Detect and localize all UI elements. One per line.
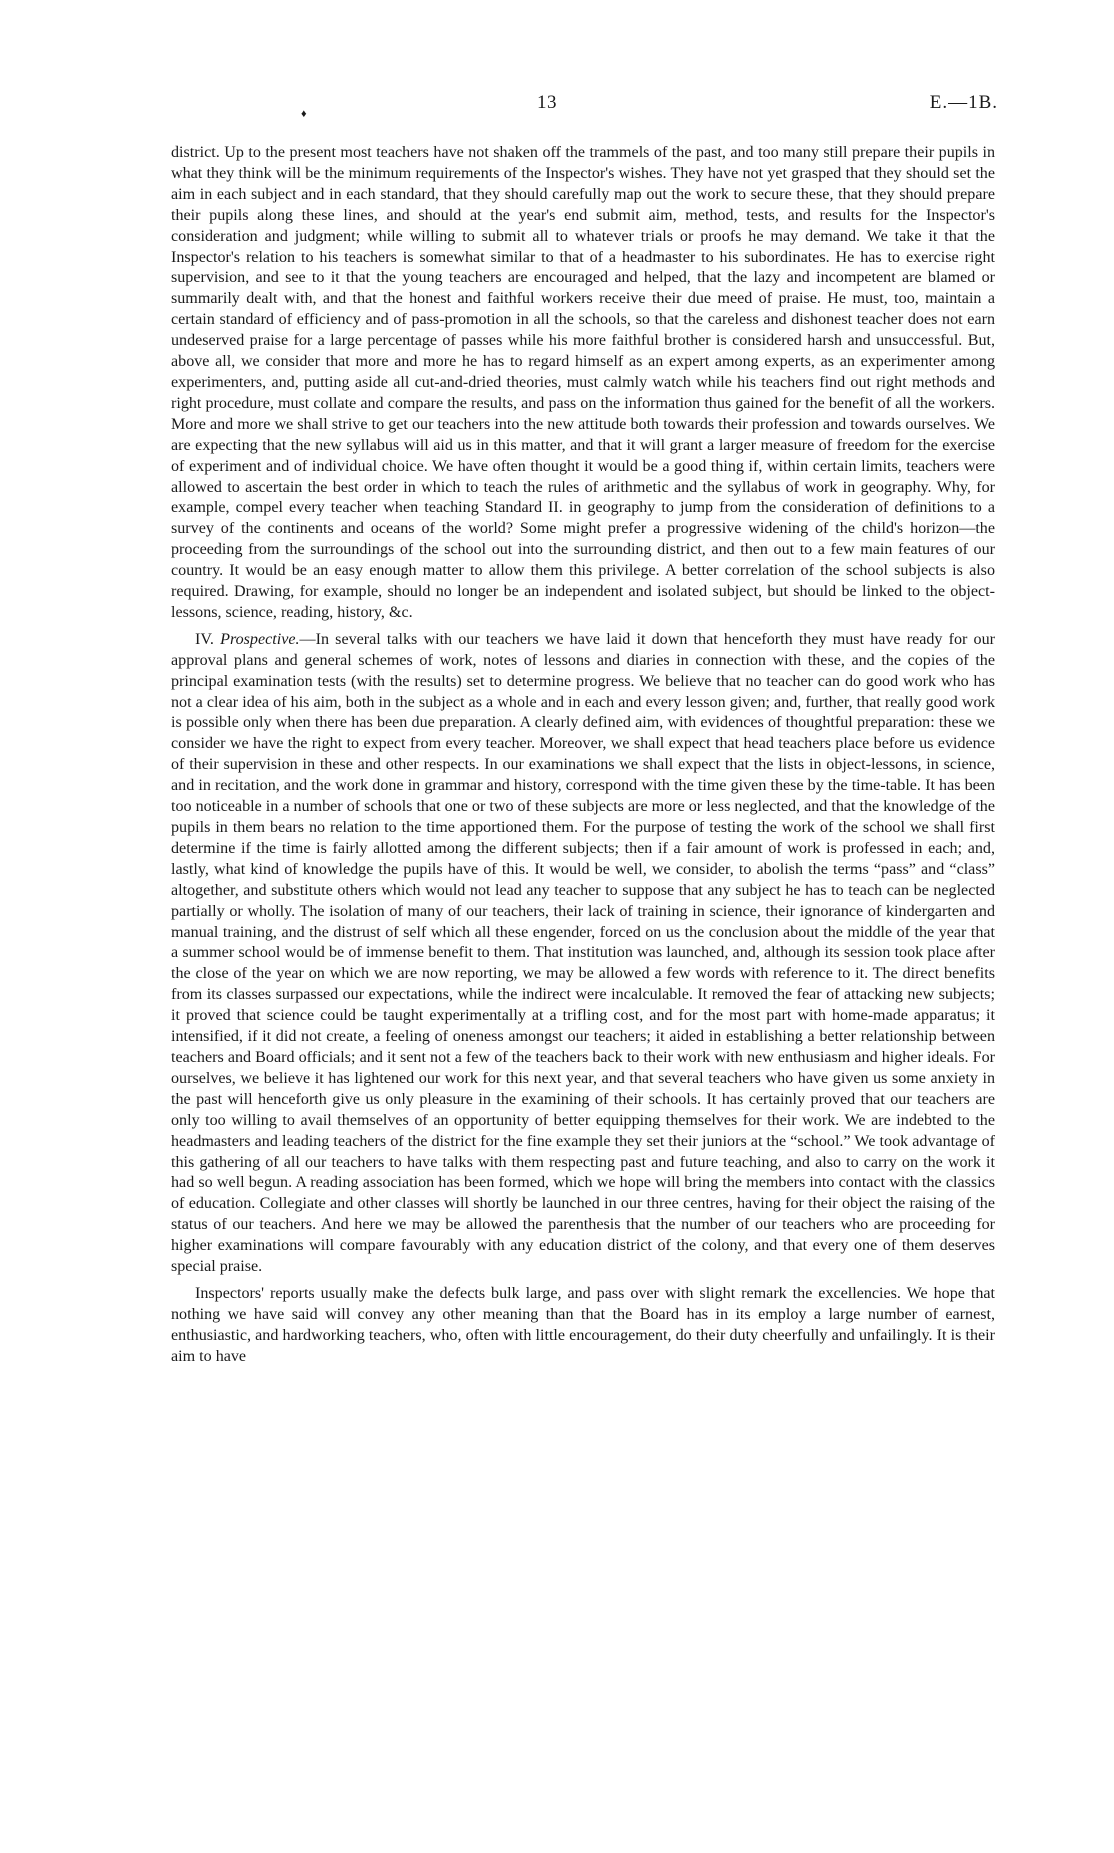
paragraph-text: district. Up to the present most teachers have not shaken off the trammels of the past, and too many still prepare their pupils in what they think will be the minimum requirements of the Inspector's wishes. They have not yet grasped that they should set the aim in each subject and in each standard, that they should carefully map out the work to secure these, that they should prepare their pupils along these lines, and should at the year's end submit aim, method, tests, and results for the Inspector's consideration and judgment; while willing to submit all to whatever trials or proofs he may demand. We take it that the Inspector's relation to his teachers is somewhat similar to that of a headmaster to his subordinates. He has to exercise right supervision, and see to it that the young teachers are encouraged and helped, that the lazy and incompetent are blamed or summarily dealt with, and that the honest and faithful workers receive their due meed of praise. He must, too, maintain a certain standard of efficiency and of pass-promotion in all the schools, so that the careless and dishonest teacher does not earn undeserved praise for a large percentage of passes while his more faithful brother is considered harsh and unsuccessful. But, above all, we consider that more and more he has to regard himself as an expert among experts, as an experimenter among experimenters, and, putting aside all cut-and-dried theories, must calmly watch while his teachers find out right methods and right procedure, must collate and compare the results, and pass on the information thus gained for the benefit of all the workers. More and more we shall strive to get our teachers into the new attitude both towards their profession and towards ourselves. We are expecting that the new syllabus will aid us in this matter, and that it will grant a larger measure of freedom for the exercise of experiment and of individual choice. We have often thought it would be a good thing if, within certain limits, teachers were allowed to ascertain the best order in which to teach the rules of arithmetic and the syllabus of work in geography. Why, for example, compel every teacher when teaching Standard II. in geography to jump from the consideration of definitions to a survey of the continents and oceans of the world? Some might prefer a progressive widening of the child's horizon—the proceeding from the surroundings of the school out into the surrounding district, and then out to a few main features of our country. It would be an easy enough matter to allow them this privilege. A better correlation of the school subjects is also required. Drawing, for example, should no longer be an independent and isolated subject, but should be linked to the object-lessons, science, reading, history, &c. — [171, 144, 995, 621]
section-title: Prospective. — [220, 630, 300, 648]
document-reference: E.—1B. — [929, 92, 998, 113]
paragraph-district — [171, 143, 995, 624]
page-header — [0, 92, 1114, 122]
paragraph-text: —In several talks with our teachers we have laid it down that henceforth they must have ready for our approval plans and general schemes of work, notes of lessons and diaries in connection with these, and the copies of the principal examination tests (with the results) set to determine progress. We believe that no teacher can do good work who has not a clear idea of his aim, both in the subject as a whole and in each and every lesson given; and, further, that really good work is possible only when there has been due preparation. A clearly defined aim, with evidences of thoughtful preparation: these we consider we have the right to expect from every teacher. Moreover, we shall expect that head teachers place before us evidence of their supervision in these and other respects. In our examinations we shall expect that the lists in object-lessons, in science, and in recitation, and the work done in grammar and history, correspond with the time given these by the time-table. It has been too noticeable in a number of schools that one or two of these subjects are more or less neglected, and that the knowledge of the pupils in them bears no relation to the time apportioned them. For the purpose of testing the work of the school we shall first determine if the time is fairly allotted among the different subjects; then if a fair amount of work is professed in each; and, lastly, what kind of knowledge the pupils have of this. It would be well, we consider, to abolish the terms “pass” and “class” altogether, and substitute others which would not lead any teacher to suppose that any subject he has to teach can be neglected partially or wholly. The isolation of many of our teachers, their lack of training in science, their ignorance of kindergarten and manual training, and the distrust of self which all these engender, forced on us the conclusion about the middle of the year that a summer school would be of immense benefit to them. That institution was launched, and, although its session took place after the close of the year on which we are now reporting, we may be allowed a few words with reference to it. The direct benefits from its classes surpassed our expectations, while the indirect were incalculable. It removed the fear of attacking new subjects; it proved that science could be taught experimentally at a trifling cost, and for the most part with home-made apparatus; it intensified, if it did not create, a feeling of oneness amongst our teachers; it aided in establishing a better relationship between teachers and Board officials; and it sent not a few of the teachers back to their work with new enthusiasm and higher ideals. For ourselves, we believe it has lightened our work for this next year, and that several teachers who have given us some anxiety in the past will henceforth give us only pleasure in the examining of their schools. It has certainly proved that our teachers are only too willing to avail themselves of an opportunity of better equipping themselves for their work. We are indebted to the headmasters and leading teachers of the district for the fine example they set their juniors at the “school.” We took advantage of this gathering of all our teachers to have talks with them respecting past and future teaching, and also to carry on the work it had so well begun. A reading association has been formed, which we hope will bring the members into contact with the classics of education. Collegiate and other classes will shortly be launched in our three centres, having for their object the raising of the status of our teachers. And here we may be allowed the parenthesis that the number of our teachers who are proceeding for higher examinations will compare favourably with any education district of the colony, and that every one of them deserves special praise. — [171, 630, 995, 1276]
section-number: IV. — [195, 630, 221, 648]
page-number: 13 — [537, 92, 557, 113]
bullet-mark: ♦ — [301, 108, 307, 120]
paragraph-prospective — [171, 630, 995, 1278]
paragraph-text: Inspectors' reports usually make the defects bulk large, and pass over with slight remark the excellencies. We hope that nothing we have said will convey any other meaning than that the Board has in its employ a large number of earnest, enthusiastic, and hardworking teachers, who, often with little encouragement, do their duty cheerfully and unfailingly. It is their aim to have — [171, 1284, 995, 1365]
paragraph-inspectors-reports — [171, 1284, 995, 1368]
body-text — [171, 143, 995, 1368]
